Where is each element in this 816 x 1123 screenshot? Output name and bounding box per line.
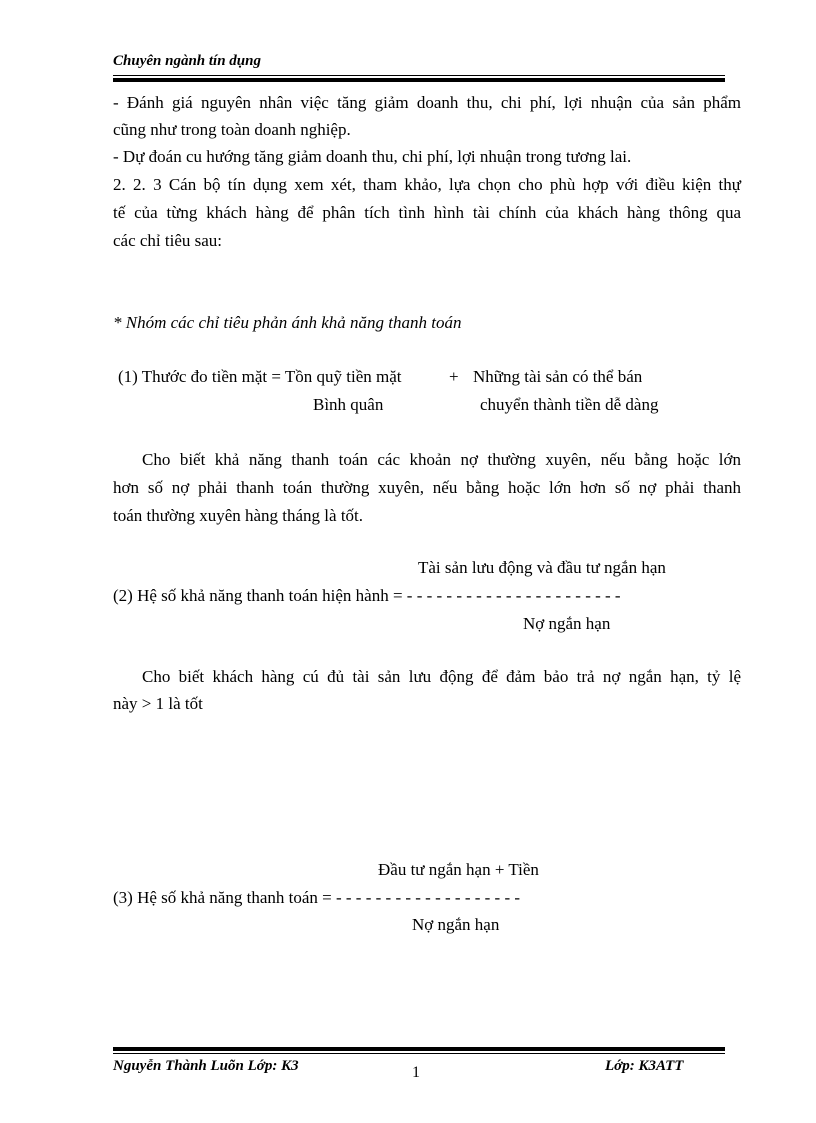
footer-rule-thin xyxy=(113,1053,725,1054)
paragraph-line: tế của từng khách hàng để phân tích tình hình tài chính của khách hàng thông qua xyxy=(113,203,741,222)
paragraph-line: Cho biết khả năng thanh toán các khoản nợ thường xuyên, nếu bằng hoặc lớn xyxy=(142,450,741,469)
formula-2-numerator: Tài sản lưu động và đầu tư ngắn hạn xyxy=(418,558,666,577)
formula-1-right-sub: chuyển thành tiền dễ dàng xyxy=(480,395,659,414)
section-heading: * Nhóm các chỉ tiêu phản ánh khả năng thanh toán xyxy=(113,313,462,332)
formula-2-label: (2) Hệ số khả năng thanh toán hiện hành = - - - - - - - - - - - - - - - - - - - - - - xyxy=(113,586,621,605)
paragraph-line: này > 1 là tốt xyxy=(113,694,203,713)
paragraph-line: toán thường xuyên hàng tháng là tốt. xyxy=(113,506,364,525)
formula-1-left-sub: Bình quân xyxy=(313,395,384,414)
formula-1-plus: + xyxy=(449,367,459,386)
header-title: Chuyên ngành tín dụng xyxy=(113,53,261,69)
formula-1-right: Những tài sản có thể bán xyxy=(473,367,643,386)
header-rule-thick xyxy=(113,78,725,82)
formula-1-left: (1) Thước đo tiền mặt = Tồn quỹ tiền mặt xyxy=(118,367,402,386)
header-rule-thin xyxy=(113,75,725,76)
formula-3-denominator: Nợ ngắn hạn xyxy=(412,915,500,934)
paragraph-line: - Dự đoán cu hướng tăng giảm doanh thu, chi phí, lợi nhuận trong tương lai. xyxy=(113,147,632,166)
footer-rule-thick xyxy=(113,1047,725,1051)
paragraph-line: hơn số nợ phải thanh toán thường xuyên, nếu bằng hoặc lớn hơn số nợ phải thanh xyxy=(113,478,741,497)
footer-class: Lớp: K3ATT xyxy=(605,1058,684,1074)
paragraph-line: cũng như trong toàn doanh nghiệp. xyxy=(113,120,351,139)
footer-author: Nguyễn Thành Luõn Lớp: K3 xyxy=(113,1058,299,1074)
formula-2-denominator: Nợ ngắn hạn xyxy=(523,614,611,633)
formula-3-numerator: Đầu tư ngắn hạn + Tiền xyxy=(378,860,539,879)
paragraph-line: 2. 2. 3 Cán bộ tín dụng xem xét, tham khảo, lựa chọn cho phù hợp với điều kiện thự xyxy=(113,175,741,194)
paragraph-line: Cho biết khách hàng cú đủ tài sản lưu động để đảm bảo trả nợ ngắn hạn, tỷ lệ xyxy=(142,667,741,686)
paragraph-line: các chỉ tiêu sau: xyxy=(113,231,223,250)
page-number: 1 xyxy=(412,1064,420,1081)
paragraph-line: - Đánh giá nguyên nhân việc tăng giảm doanh thu, chi phí, lợi nhuận của sản phẩm xyxy=(113,93,741,112)
formula-3-label: (3) Hệ số khả năng thanh toán = - - - - - - - - - - - - - - - - - - - xyxy=(113,888,521,907)
